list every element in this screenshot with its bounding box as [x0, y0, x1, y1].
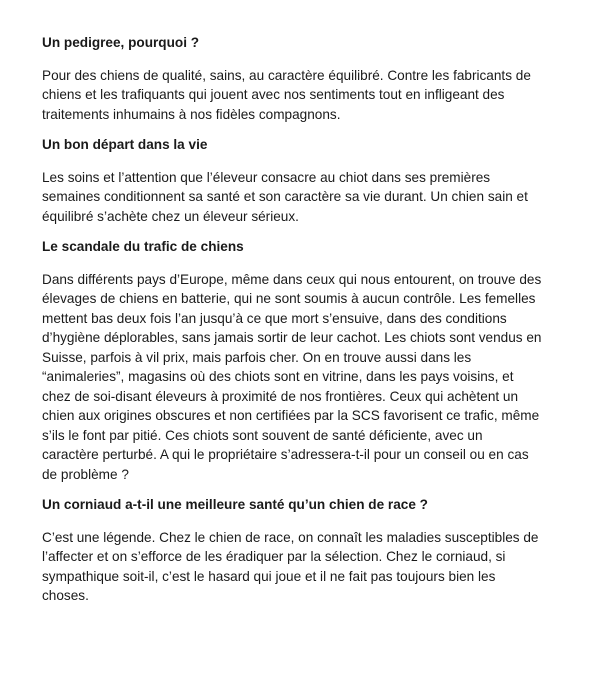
document-page — [42, 33, 542, 617]
section-good-start — [42, 135, 542, 226]
section-heading: Un corniaud a-t-il une meilleure santé qu’un chien de race ? — [42, 497, 428, 512]
section-paragraph: Les soins et l’attention que l’éleveur consacre au chiot dans ses premières semaines conditionnent sa santé et son caractère sa vie durant. Un chien sain et équilibré s’achète chez un éleveur sérieux. — [42, 169, 528, 224]
section-dog-trafficking — [42, 237, 542, 484]
section-heading: Le scandale du trafic de chiens — [42, 239, 244, 254]
section-paragraph: C’est une légende. Chez le chien de race, on connaît les maladies susceptibles de l’affecter et on s’efforce de les éradiquer par la sélection. Chez le corniaud, si sympathique soit-il, c’est le hasard qui joue et il ne fait pas toujours bien les choses. — [42, 529, 539, 603]
section-paragraph: Pour des chiens de qualité, sains, au caractère équilibré. Contre les fabricants de chiens et les trafiquants qui jouent avec nos sentiments tout en infligeant des traitements inhumains à nos fidèles compagnons. — [42, 67, 531, 122]
section-pedigree — [42, 33, 542, 124]
section-heading: Un pedigree, pourquoi ? — [42, 35, 200, 50]
section-mixed-breed-health — [42, 495, 542, 606]
section-paragraph: Dans différents pays d’Europe, même dans ceux qui nous entourent, on trouve des élevages de chiens en batterie, qui ne sont soumis à aucun contrôle. Les femelles mettent bas deux fois l’an jusqu’à ce que mort s’ensuive, dans des conditions d’hygiène déplorables, sans jamais sortir de leur cachot. Les chiots sont vendus en Suisse, parfois à vil prix, mais parfois cher. On en trouve aussi dans les “animaleries”, magasins où des chiots sont en vitrine, dans les pays voisins, et chez de soi-disant éleveurs à proximité de nos frontières. Ceux qui achètent un chien aux origines obscures et non certifiées par la SCS favorisent ce trafic, même s’ils le font par pitié. Ces chiots sont souvent de santé déficiente, avec un caractère perturbé. A qui le propriétaire s’adressera-t-il pour un conseil ou en cas de problème ? — [42, 271, 542, 482]
section-heading: Un bon départ dans la vie — [42, 137, 208, 152]
